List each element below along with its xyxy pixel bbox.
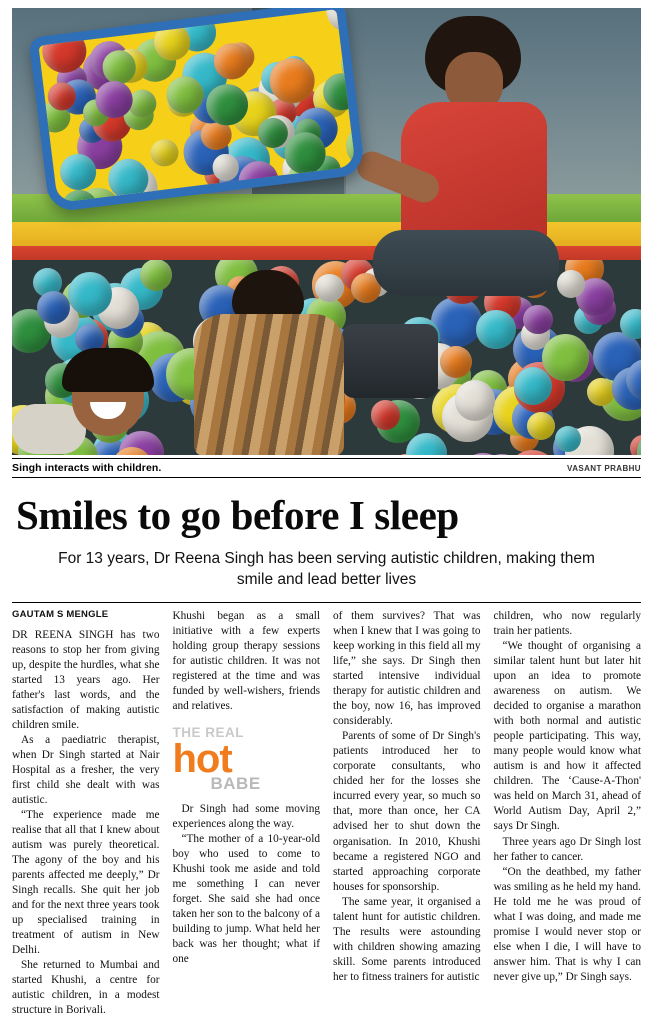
- paragraph: children, who now regularly train her patients.: [493, 610, 641, 638]
- paragraph: “The mother of a 10-year-old boy who used to come to Khushi took me aside and told me something I can never forget. She said she had once taken her son to the balcony of a building to jump. What held her back was her thought; what if one: [172, 832, 320, 965]
- photo-caption-row: [12, 459, 641, 477]
- paragraph: Dr Singh had some moving experiences along the way.: [172, 802, 320, 830]
- photo-background: [12, 8, 641, 455]
- photo-woman-legs: [373, 230, 559, 296]
- photo-child-hair: [62, 348, 154, 392]
- photo-caption: Singh interacts with children.: [12, 462, 162, 474]
- promo-hot-label: hot: [172, 736, 232, 781]
- photo-credit: VASANT PRABHU: [567, 463, 641, 473]
- promo-the-label: THE REAL: [172, 725, 244, 741]
- article-column-1: [12, 609, 160, 1018]
- ball: [587, 378, 615, 406]
- headline-rule: [12, 602, 641, 603]
- paragraph: “On the deathbed, my father was smiling as he held my hand. He told me he was proud of what I was doing, and made me promise I would never stop or else when I die, I will have to answer him. That is why I can never give up,” Dr Singh says.: [493, 865, 641, 983]
- article-byline: GAUTAM S MENGLE: [12, 609, 109, 621]
- paragraph: of them survives? That was when I knew that I was going to keep working in this field all my life,” she says. Dr Singh then started intensive individual therapy for autistic children and the boy, now 16, has improved considerably.: [333, 610, 481, 728]
- photo-woman: [383, 16, 563, 346]
- paragraph: The same year, it organised a talent hunt for autistic children. The results were astounding with children showing amazing skill. Some parents introduced her to fitness trainers for autistic: [333, 895, 481, 983]
- page-title: Smiles to go before I sleep: [16, 492, 459, 538]
- ball: [140, 260, 173, 291]
- article-photo: [12, 8, 641, 455]
- promo-logo: [173, 726, 321, 791]
- article-columns: [12, 609, 641, 1018]
- ball: [507, 450, 558, 455]
- article-column-2: [173, 609, 321, 1018]
- ball: [149, 137, 180, 168]
- ball: [68, 272, 112, 316]
- paragraph: Khushi began as a small initiative with a few experts holding group therapy sessions for autistic children. It was not registered at the time and was funded by well-wishers, friends and relatives.: [172, 610, 320, 713]
- photo-basket-balls: [38, 9, 355, 202]
- paragraph: DR REENA SINGH has two reasons to stop her from giving up, despite the hurdles, what she started 13 years ago. Her father's last words, and the satisfaction of making autistic children smile.: [12, 628, 160, 731]
- article-column-4: [494, 609, 642, 1018]
- photo-bag: [342, 324, 438, 398]
- paragraph: “We thought of organising a similar talent hunt but later hit upon an idea to promote awareness on autism. We decided to organise a marathon with both normal and autistic people participating. This way, many people would know what autism is and how it affected children. The ‘Cause-A-Thon' was held on March 31, ahead of World Autism Day, April 2,” says Dr Singh.: [493, 640, 641, 833]
- photo-child: [18, 346, 218, 454]
- ball: [440, 346, 472, 378]
- paragraph: As a paediatric therapist, when Dr Singh started at Nair Hospital as a fresher, the very first child she dealt with was autistic.: [12, 734, 160, 807]
- ball: [514, 367, 552, 405]
- paragraph: “The experience made me realise that all that I knew about autism was purely theoretical. The agony of the boy and his parents affected me deeply,” Dr Singh recalls. She quit her job and for the next three years took up specialised training in treatment of autism in New Delhi.: [12, 809, 160, 957]
- ball: [455, 380, 495, 420]
- promo-babe-label: BABE: [210, 773, 261, 793]
- ball: [527, 412, 556, 441]
- article-column-3: [333, 609, 481, 1018]
- article-standfirst: For 13 years, Dr Reena Singh has been serving autistic children, making them smile and lead better lives: [58, 550, 595, 588]
- paragraph: Parents of some of Dr Singh's patients introduced her to corporate consultants, who chided her for the losses she incurred every year, so much so that, more than once, her CA advised her to shut down the organisation. In 2010, Khushi became a registered NGO and started approaching corporate houses for sponsorship.: [333, 730, 481, 893]
- ball: [371, 400, 401, 430]
- paragraph: Three years ago Dr Singh lost her father to cancer.: [493, 835, 641, 863]
- paragraph: She returned to Mumbai and started Khushi, a centre for autistic children, in a modest structure in Borivali.: [12, 959, 160, 1017]
- caption-rule-bottom: [12, 477, 641, 478]
